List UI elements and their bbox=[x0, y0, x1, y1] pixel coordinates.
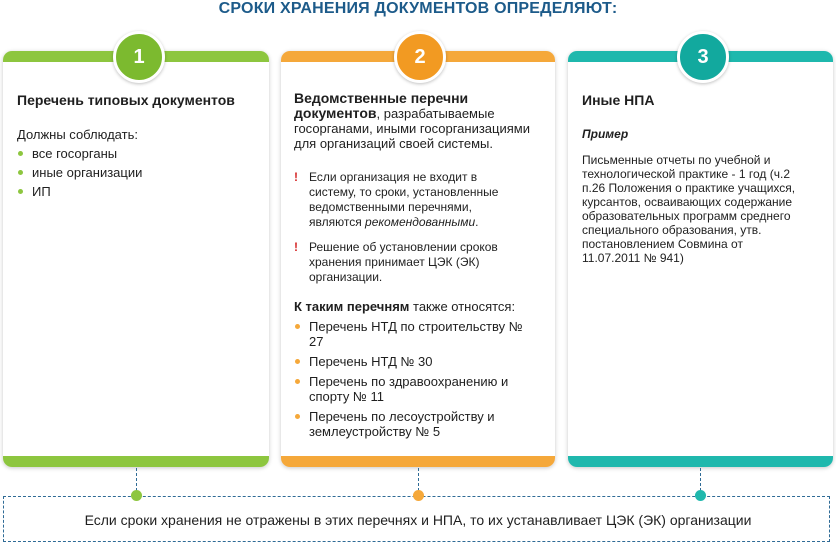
diagram-title: СРОКИ ХРАНЕНИЯ ДОКУМЕНТОВ ОПРЕДЕЛЯЮТ: bbox=[218, 0, 618, 17]
list-item: Перечень НТД по строительству № 27 bbox=[294, 319, 539, 349]
card-2-heading: Ведомственные перечни документов, разрабатываемые госорганами, иными госорганизациями для организаций своей системы. bbox=[294, 90, 530, 151]
card-3-content bbox=[582, 92, 807, 265]
footer-note: Если сроки хранения не отражены в этих перечнях и НПА, то их устанавливает ЦЭК (ЭК) организации bbox=[84, 512, 752, 528]
card-2-content bbox=[294, 91, 552, 439]
also-lists-heading: К таким перечням также относятся: bbox=[294, 299, 516, 314]
bullet-icon bbox=[295, 379, 300, 384]
card-bottom-bar bbox=[3, 456, 269, 467]
bullet-icon bbox=[295, 414, 300, 419]
list-item: ИП bbox=[17, 184, 263, 199]
bullet-icon bbox=[18, 189, 23, 194]
example-label: Пример bbox=[582, 127, 629, 141]
bullet-icon bbox=[295, 359, 300, 364]
warning-note: ! Если организация не входит в систему, то сроки, установленные ведомственными перечнями, являются рекомендованными. bbox=[294, 170, 499, 229]
card-3-heading: Иные НПА bbox=[582, 92, 655, 108]
connector-dot bbox=[131, 490, 142, 501]
example-text: Письменные отчеты по учебной и технологической практике - 1 год (ч.2 п.26 Положения о практике учащихся, курсантов, осваивающих содержание образовательных программ среднего специального образования, утв. постановлением Совмина от 11.07.2011 № 941) bbox=[582, 153, 796, 265]
list-item: Перечень по лесоустройству и землеустройству № 5 bbox=[294, 409, 514, 439]
list-item: Перечень НТД № 30 bbox=[294, 354, 539, 369]
card-1-content bbox=[17, 92, 263, 199]
step-2-badge: 2 bbox=[394, 31, 446, 83]
warning-note: ! Решение об установлении сроков хранения принимает ЦЭК (ЭК) организации. bbox=[294, 240, 498, 284]
card-1-intro: Должны соблюдать: bbox=[17, 127, 138, 142]
connector-dot bbox=[695, 490, 706, 501]
step-3-badge: 3 bbox=[677, 31, 729, 83]
bullet-icon bbox=[18, 170, 23, 175]
card-bottom-bar bbox=[281, 456, 555, 467]
list-item: Перечень по здравоохранению и спорту № 11 bbox=[294, 374, 519, 404]
bullet-icon bbox=[18, 151, 23, 156]
card-bottom-bar bbox=[568, 456, 833, 467]
exclamation-icon: ! bbox=[294, 240, 298, 254]
step-1-badge: 1 bbox=[113, 31, 165, 83]
card-1-list bbox=[17, 146, 263, 199]
connector-dot bbox=[413, 490, 424, 501]
card-2-list bbox=[294, 319, 539, 439]
exclamation-icon: ! bbox=[294, 170, 298, 184]
card-1-heading: Перечень типовых документов bbox=[17, 92, 235, 108]
list-item: все госорганы bbox=[17, 146, 263, 161]
bullet-icon bbox=[295, 324, 300, 329]
list-item: иные организации bbox=[17, 165, 263, 180]
